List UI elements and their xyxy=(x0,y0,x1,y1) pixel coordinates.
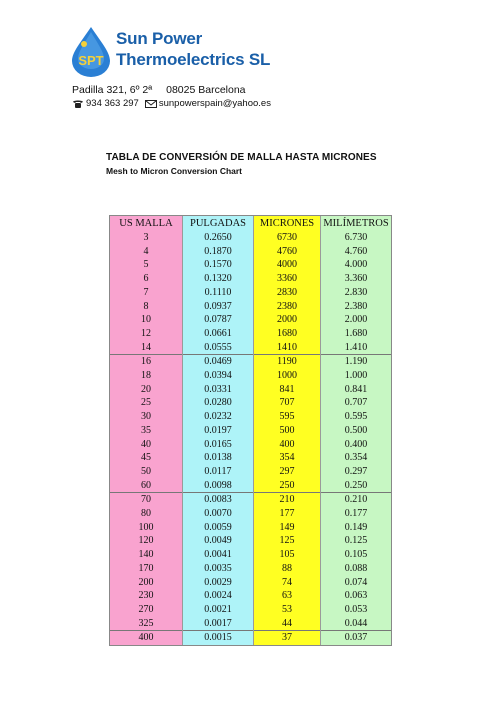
cell-inches: 0.0024 xyxy=(183,589,254,603)
brand-name xyxy=(116,28,270,70)
table-row xyxy=(110,410,391,424)
cell-inches: 0.0049 xyxy=(183,534,254,548)
cell-inches: 0.0232 xyxy=(183,410,254,424)
cell-microns: 2380 xyxy=(254,300,321,314)
cell-inches: 0.1320 xyxy=(183,272,254,286)
table-row xyxy=(110,438,391,452)
table-row xyxy=(110,258,391,272)
cell-us-mesh: 5 xyxy=(110,258,183,272)
cell-us-mesh: 4 xyxy=(110,245,183,259)
table-header-row xyxy=(110,216,391,231)
cell-microns: 595 xyxy=(254,410,321,424)
cell-inches: 0.0937 xyxy=(183,300,254,314)
table-row xyxy=(110,507,391,521)
table-row xyxy=(110,231,391,245)
logo-text: SPT xyxy=(78,53,104,68)
cell-inches: 0.0138 xyxy=(183,451,254,465)
cell-inches: 0.0555 xyxy=(183,341,254,355)
cell-millimeters: 1.190 xyxy=(321,355,392,369)
cell-inches: 0.0280 xyxy=(183,396,254,410)
cell-inches: 0.0035 xyxy=(183,562,254,576)
cell-inches: 0.0015 xyxy=(183,631,254,645)
cell-us-mesh: 30 xyxy=(110,410,183,424)
cell-us-mesh: 8 xyxy=(110,300,183,314)
cell-inches: 0.1110 xyxy=(183,286,254,300)
cell-us-mesh: 20 xyxy=(110,383,183,397)
table-row xyxy=(110,521,391,535)
cell-microns: 44 xyxy=(254,617,321,631)
header-milimetros: MILÍMETROS xyxy=(321,216,392,231)
cell-microns: 125 xyxy=(254,534,321,548)
table-row xyxy=(110,245,391,259)
cell-millimeters: 2.380 xyxy=(321,300,392,314)
cell-inches: 0.0394 xyxy=(183,369,254,383)
cell-millimeters: 0.354 xyxy=(321,451,392,465)
cell-millimeters: 1.410 xyxy=(321,341,392,355)
cell-millimeters: 1.680 xyxy=(321,327,392,341)
street-address: Padilla 321, 6º 2ª xyxy=(72,84,153,96)
cell-millimeters: 0.707 xyxy=(321,396,392,410)
cell-microns: 400 xyxy=(254,438,321,452)
cell-microns: 210 xyxy=(254,493,321,507)
table-row xyxy=(110,631,391,645)
cell-microns: 2000 xyxy=(254,313,321,327)
contact-line xyxy=(72,97,271,111)
document-title-block xyxy=(106,152,377,176)
cell-inches: 0.0787 xyxy=(183,313,254,327)
cell-microns: 1190 xyxy=(254,355,321,369)
table-row xyxy=(110,424,391,438)
brand-line-1: Sun Power xyxy=(116,29,203,48)
cell-us-mesh: 120 xyxy=(110,534,183,548)
cell-us-mesh: 170 xyxy=(110,562,183,576)
cell-us-mesh: 10 xyxy=(110,313,183,327)
cell-millimeters: 6.730 xyxy=(321,231,392,245)
cell-millimeters: 2.830 xyxy=(321,286,392,300)
conversion-table-container xyxy=(109,215,392,646)
cell-microns: 177 xyxy=(254,507,321,521)
table-row xyxy=(110,493,391,507)
cell-us-mesh: 7 xyxy=(110,286,183,300)
cell-inches: 0.0029 xyxy=(183,576,254,590)
cell-us-mesh: 12 xyxy=(110,327,183,341)
table-row xyxy=(110,589,391,603)
postal-city: 08025 Barcelona xyxy=(166,84,246,96)
cell-inches: 0.0331 xyxy=(183,383,254,397)
cell-us-mesh: 70 xyxy=(110,493,183,507)
cell-us-mesh: 400 xyxy=(110,631,183,645)
cell-inches: 0.0083 xyxy=(183,493,254,507)
table-row xyxy=(110,534,391,548)
cell-microns: 1000 xyxy=(254,369,321,383)
cell-millimeters: 0.053 xyxy=(321,603,392,617)
table-row xyxy=(110,341,391,355)
cell-microns: 4000 xyxy=(254,258,321,272)
cell-millimeters: 0.177 xyxy=(321,507,392,521)
cell-microns: 500 xyxy=(254,424,321,438)
table-row xyxy=(110,272,391,286)
table-body xyxy=(110,231,391,645)
table-row xyxy=(110,617,391,631)
cell-us-mesh: 270 xyxy=(110,603,183,617)
cell-microns: 105 xyxy=(254,548,321,562)
cell-inches: 0.1570 xyxy=(183,258,254,272)
email-address[interactable]: sunpowerspain@yahoo.es xyxy=(158,98,271,109)
cell-inches: 0.0021 xyxy=(183,603,254,617)
cell-inches: 0.0165 xyxy=(183,438,254,452)
cell-microns: 53 xyxy=(254,603,321,617)
cell-us-mesh: 80 xyxy=(110,507,183,521)
cell-microns: 37 xyxy=(254,631,321,645)
header-pulgadas: PULGADAS xyxy=(183,216,254,231)
cell-us-mesh: 45 xyxy=(110,451,183,465)
cell-inches: 0.0041 xyxy=(183,548,254,562)
cell-us-mesh: 60 xyxy=(110,479,183,493)
cell-inches: 0.0197 xyxy=(183,424,254,438)
cell-us-mesh: 3 xyxy=(110,231,183,245)
cell-microns: 250 xyxy=(254,479,321,493)
cell-millimeters: 0.297 xyxy=(321,465,392,479)
table-row xyxy=(110,300,391,314)
cell-millimeters: 0.037 xyxy=(321,631,392,645)
cell-millimeters: 0.149 xyxy=(321,521,392,535)
cell-millimeters: 1.000 xyxy=(321,369,392,383)
cell-us-mesh: 25 xyxy=(110,396,183,410)
cell-millimeters: 4.760 xyxy=(321,245,392,259)
cell-us-mesh: 230 xyxy=(110,589,183,603)
cell-millimeters: 0.105 xyxy=(321,548,392,562)
cell-inches: 0.0661 xyxy=(183,327,254,341)
cell-millimeters: 0.400 xyxy=(321,438,392,452)
table-row xyxy=(110,562,391,576)
table-row xyxy=(110,286,391,300)
cell-inches: 0.0070 xyxy=(183,507,254,521)
cell-us-mesh: 140 xyxy=(110,548,183,562)
cell-us-mesh: 14 xyxy=(110,341,183,355)
cell-microns: 74 xyxy=(254,576,321,590)
table-row xyxy=(110,603,391,617)
cell-microns: 149 xyxy=(254,521,321,535)
cell-us-mesh: 18 xyxy=(110,369,183,383)
cell-millimeters: 3.360 xyxy=(321,272,392,286)
table-row xyxy=(110,576,391,590)
cell-millimeters: 2.000 xyxy=(321,313,392,327)
cell-us-mesh: 50 xyxy=(110,465,183,479)
table-row xyxy=(110,327,391,341)
cell-microns: 1680 xyxy=(254,327,321,341)
sun-power-logo-icon xyxy=(70,26,112,78)
cell-microns: 707 xyxy=(254,396,321,410)
brand-line-2: Thermoelectrics SL xyxy=(116,50,271,69)
cell-us-mesh: 200 xyxy=(110,576,183,590)
table-row xyxy=(110,355,391,369)
cell-microns: 4760 xyxy=(254,245,321,259)
cell-millimeters: 0.841 xyxy=(321,383,392,397)
table-row xyxy=(110,465,391,479)
cell-inches: 0.0017 xyxy=(183,617,254,631)
table-row xyxy=(110,396,391,410)
cell-microns: 63 xyxy=(254,589,321,603)
cell-millimeters: 0.595 xyxy=(321,410,392,424)
cell-microns: 354 xyxy=(254,451,321,465)
table-row xyxy=(110,451,391,465)
cell-millimeters: 0.210 xyxy=(321,493,392,507)
telephone-icon xyxy=(72,99,84,109)
document-title: TABLA DE CONVERSIÓN DE MALLA HASTA MICRONES xyxy=(106,152,377,163)
cell-us-mesh: 16 xyxy=(110,355,183,369)
cell-inches: 0.0098 xyxy=(183,479,254,493)
email-icon xyxy=(145,99,157,109)
cell-millimeters: 0.063 xyxy=(321,589,392,603)
table-row xyxy=(110,369,391,383)
cell-microns: 88 xyxy=(254,562,321,576)
cell-microns: 1410 xyxy=(254,341,321,355)
document-subtitle: Mesh to Micron Conversion Chart xyxy=(106,166,243,176)
cell-millimeters: 0.500 xyxy=(321,424,392,438)
cell-us-mesh: 6 xyxy=(110,272,183,286)
cell-us-mesh: 35 xyxy=(110,424,183,438)
cell-inches: 0.2650 xyxy=(183,231,254,245)
cell-microns: 297 xyxy=(254,465,321,479)
cell-inches: 0.0117 xyxy=(183,465,254,479)
table-row xyxy=(110,313,391,327)
cell-inches: 0.0059 xyxy=(183,521,254,535)
cell-millimeters: 0.074 xyxy=(321,576,392,590)
cell-us-mesh: 100 xyxy=(110,521,183,535)
cell-millimeters: 0.088 xyxy=(321,562,392,576)
conversion-table xyxy=(110,216,391,645)
cell-inches: 0.1870 xyxy=(183,245,254,259)
cell-us-mesh: 40 xyxy=(110,438,183,452)
cell-microns: 841 xyxy=(254,383,321,397)
cell-microns: 3360 xyxy=(254,272,321,286)
table-row xyxy=(110,383,391,397)
table-row xyxy=(110,479,391,493)
cell-us-mesh: 325 xyxy=(110,617,183,631)
address-line xyxy=(72,83,246,97)
cell-millimeters: 0.044 xyxy=(321,617,392,631)
cell-millimeters: 0.125 xyxy=(321,534,392,548)
letterhead xyxy=(70,24,290,114)
header-microns: MICRONES xyxy=(254,216,321,231)
header-us-malla: US MALLA xyxy=(110,216,183,231)
cell-microns: 2830 xyxy=(254,286,321,300)
table-row xyxy=(110,548,391,562)
cell-microns: 6730 xyxy=(254,231,321,245)
cell-millimeters: 4.000 xyxy=(321,258,392,272)
cell-inches: 0.0469 xyxy=(183,355,254,369)
phone-number: 934 363 297 xyxy=(86,98,139,109)
cell-millimeters: 0.250 xyxy=(321,479,392,493)
